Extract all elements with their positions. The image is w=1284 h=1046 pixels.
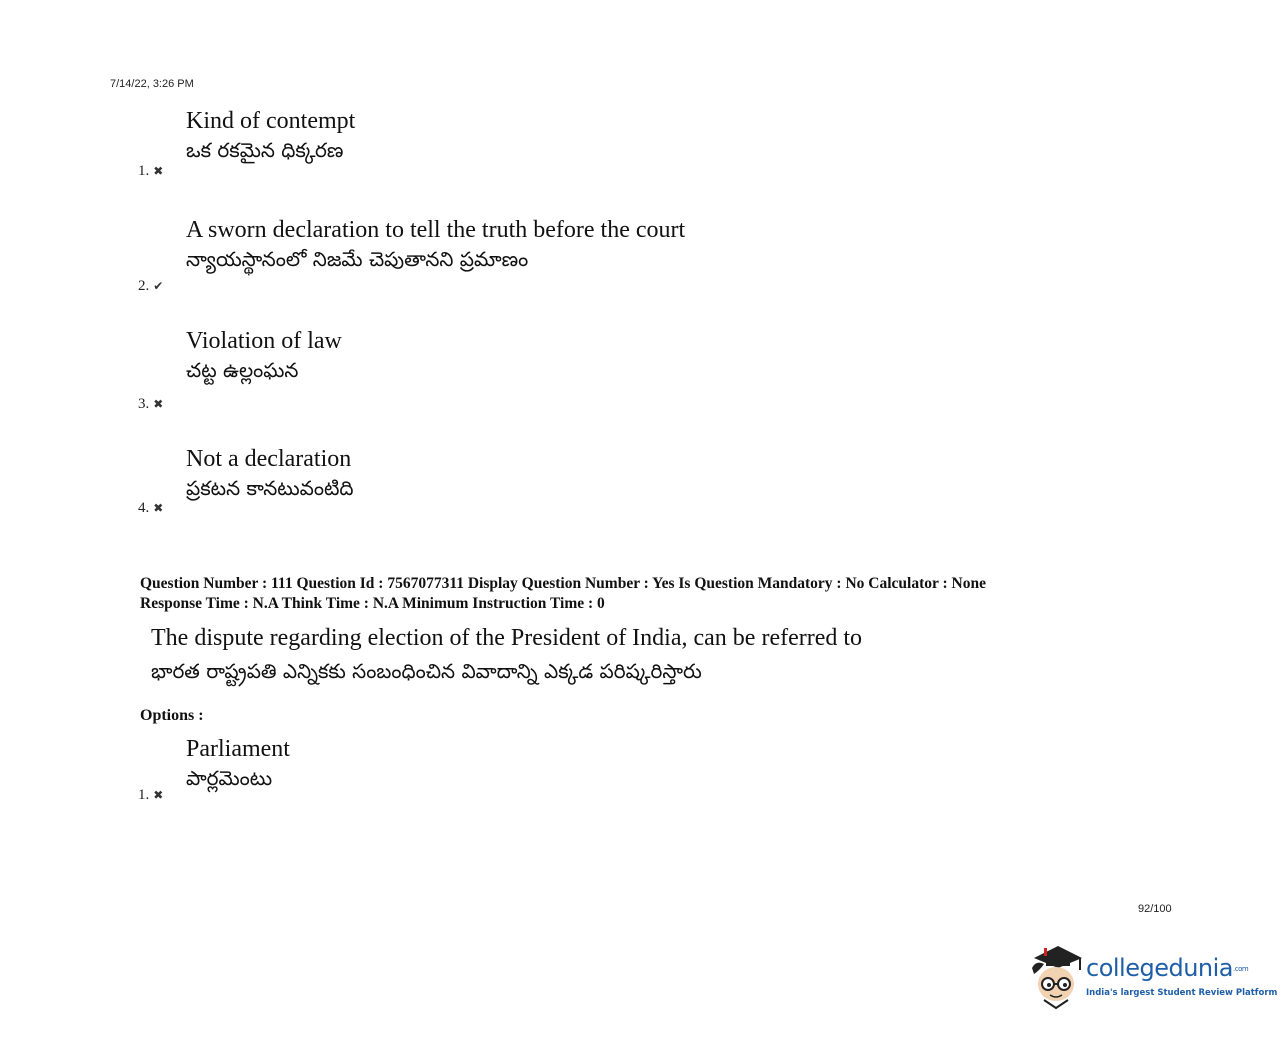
option-text-english: A sworn declaration to tell the truth before the court <box>186 217 686 243</box>
option-text-telugu: చట్ట ఉల్లంఘన <box>186 358 299 382</box>
logo-wordmark <box>1086 954 1248 982</box>
option-text-english: Kind of contempt <box>186 108 356 134</box>
cross-icon: ✖ <box>153 164 164 178</box>
cross-icon: ✖ <box>153 788 164 802</box>
option-number: 1. <box>138 787 150 803</box>
option-marker <box>138 278 163 295</box>
option-text-english: Parliament <box>186 736 290 762</box>
option-text-telugu: ఒక రకమైన ధిక్కరణ <box>186 138 344 162</box>
option-text-telugu: ప్రకటన కానటువంటిది <box>186 476 354 500</box>
option-marker <box>138 500 163 517</box>
cross-icon: ✖ <box>153 397 164 411</box>
option-marker <box>138 787 163 804</box>
option-marker <box>138 163 163 180</box>
print-timestamp: 7/14/22, 3:26 PM <box>110 78 194 90</box>
mascot-icon <box>1026 940 1086 1010</box>
collegedunia-logo <box>1024 940 1278 1012</box>
option-number: 2. <box>138 278 150 294</box>
options-heading: Options : <box>140 707 204 724</box>
question-metadata <box>140 574 986 614</box>
logo-tagline: India's largest Student Review Platform <box>1086 988 1278 998</box>
option-text-telugu: పార్లమెంటు <box>186 766 273 790</box>
question-meta-line-2: Response Time : N.A Think Time : N.A Minimum Instruction Time : 0 <box>140 595 605 612</box>
question-text-english: The dispute regarding election of the President of India, can be referred to <box>151 625 863 651</box>
option-number: 4. <box>138 500 150 516</box>
option-number: 1. <box>138 163 150 179</box>
question-meta-line-1: Question Number : 111 Question Id : 7567077311 Display Question Number : Yes Is Question Mandatory : No Calculator : None <box>140 575 986 592</box>
option-text-telugu: న్యాయస్థానంలో నిజమే చెపుతానని ప్రమాణం <box>186 247 529 271</box>
logo-name-text: collegedunia <box>1086 954 1234 982</box>
question-text-telugu: భారత రాష్ట్రపతి ఎన్నికకు సంబంధించిన వివాదాన్ని ఎక్కడ పరిష్కరిస్తారు <box>151 659 702 683</box>
cross-icon: ✖ <box>153 501 164 515</box>
option-text-english: Violation of law <box>186 328 342 354</box>
logo-suffix-text: .com <box>1233 965 1249 973</box>
option-number: 3. <box>138 396 150 412</box>
page-number: 92/100 <box>1138 903 1172 915</box>
option-text-english: Not a declaration <box>186 446 352 472</box>
option-marker <box>138 396 163 413</box>
check-icon: ✔ <box>153 279 164 293</box>
